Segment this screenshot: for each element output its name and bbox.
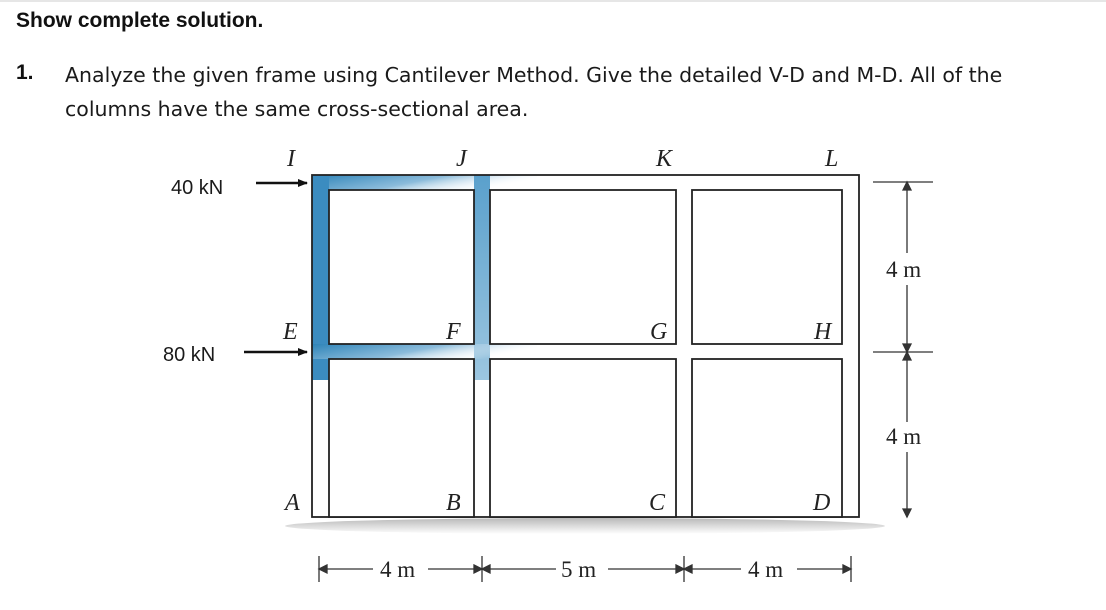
height-dimensions — [873, 182, 933, 517]
load-label-80kn: 80 kN — [163, 344, 216, 366]
load-label-40kn: 40 kN — [171, 177, 224, 199]
node-label-K: K — [656, 146, 673, 172]
node-label-I: I — [287, 146, 295, 172]
panel-opening — [490, 190, 676, 344]
node-label-C: C — [649, 490, 666, 516]
bay-dim-2: 5 m — [561, 557, 597, 582]
node-label-A: A — [285, 490, 300, 516]
node-label-E: E — [283, 319, 298, 345]
load-80kn — [163, 344, 307, 366]
question-line-1: Analyze the given frame using Cantilever Method. Give the detailed V-D and M-D. All of the — [65, 63, 1003, 87]
node-label-J: J — [456, 146, 467, 172]
bay-dim-1: 4 m — [380, 557, 416, 582]
height-dim-upper: 4 m — [886, 257, 922, 282]
load-40kn — [171, 177, 307, 199]
page-heading: Show complete solution. — [16, 9, 264, 32]
node-label-B: B — [446, 490, 461, 516]
question-number: 1. — [16, 61, 34, 84]
ground-shadow — [285, 518, 885, 534]
question-line-2: columns have the same cross-sectional area. — [65, 97, 529, 121]
node-label-H: H — [814, 319, 832, 345]
node-label-L: L — [825, 146, 839, 172]
node-label-D: D — [813, 490, 831, 516]
node-label-G: G — [650, 319, 668, 345]
node-label-F: F — [446, 319, 461, 345]
height-dim-lower: 4 m — [886, 424, 922, 449]
bay-dim-3: 4 m — [748, 557, 784, 582]
